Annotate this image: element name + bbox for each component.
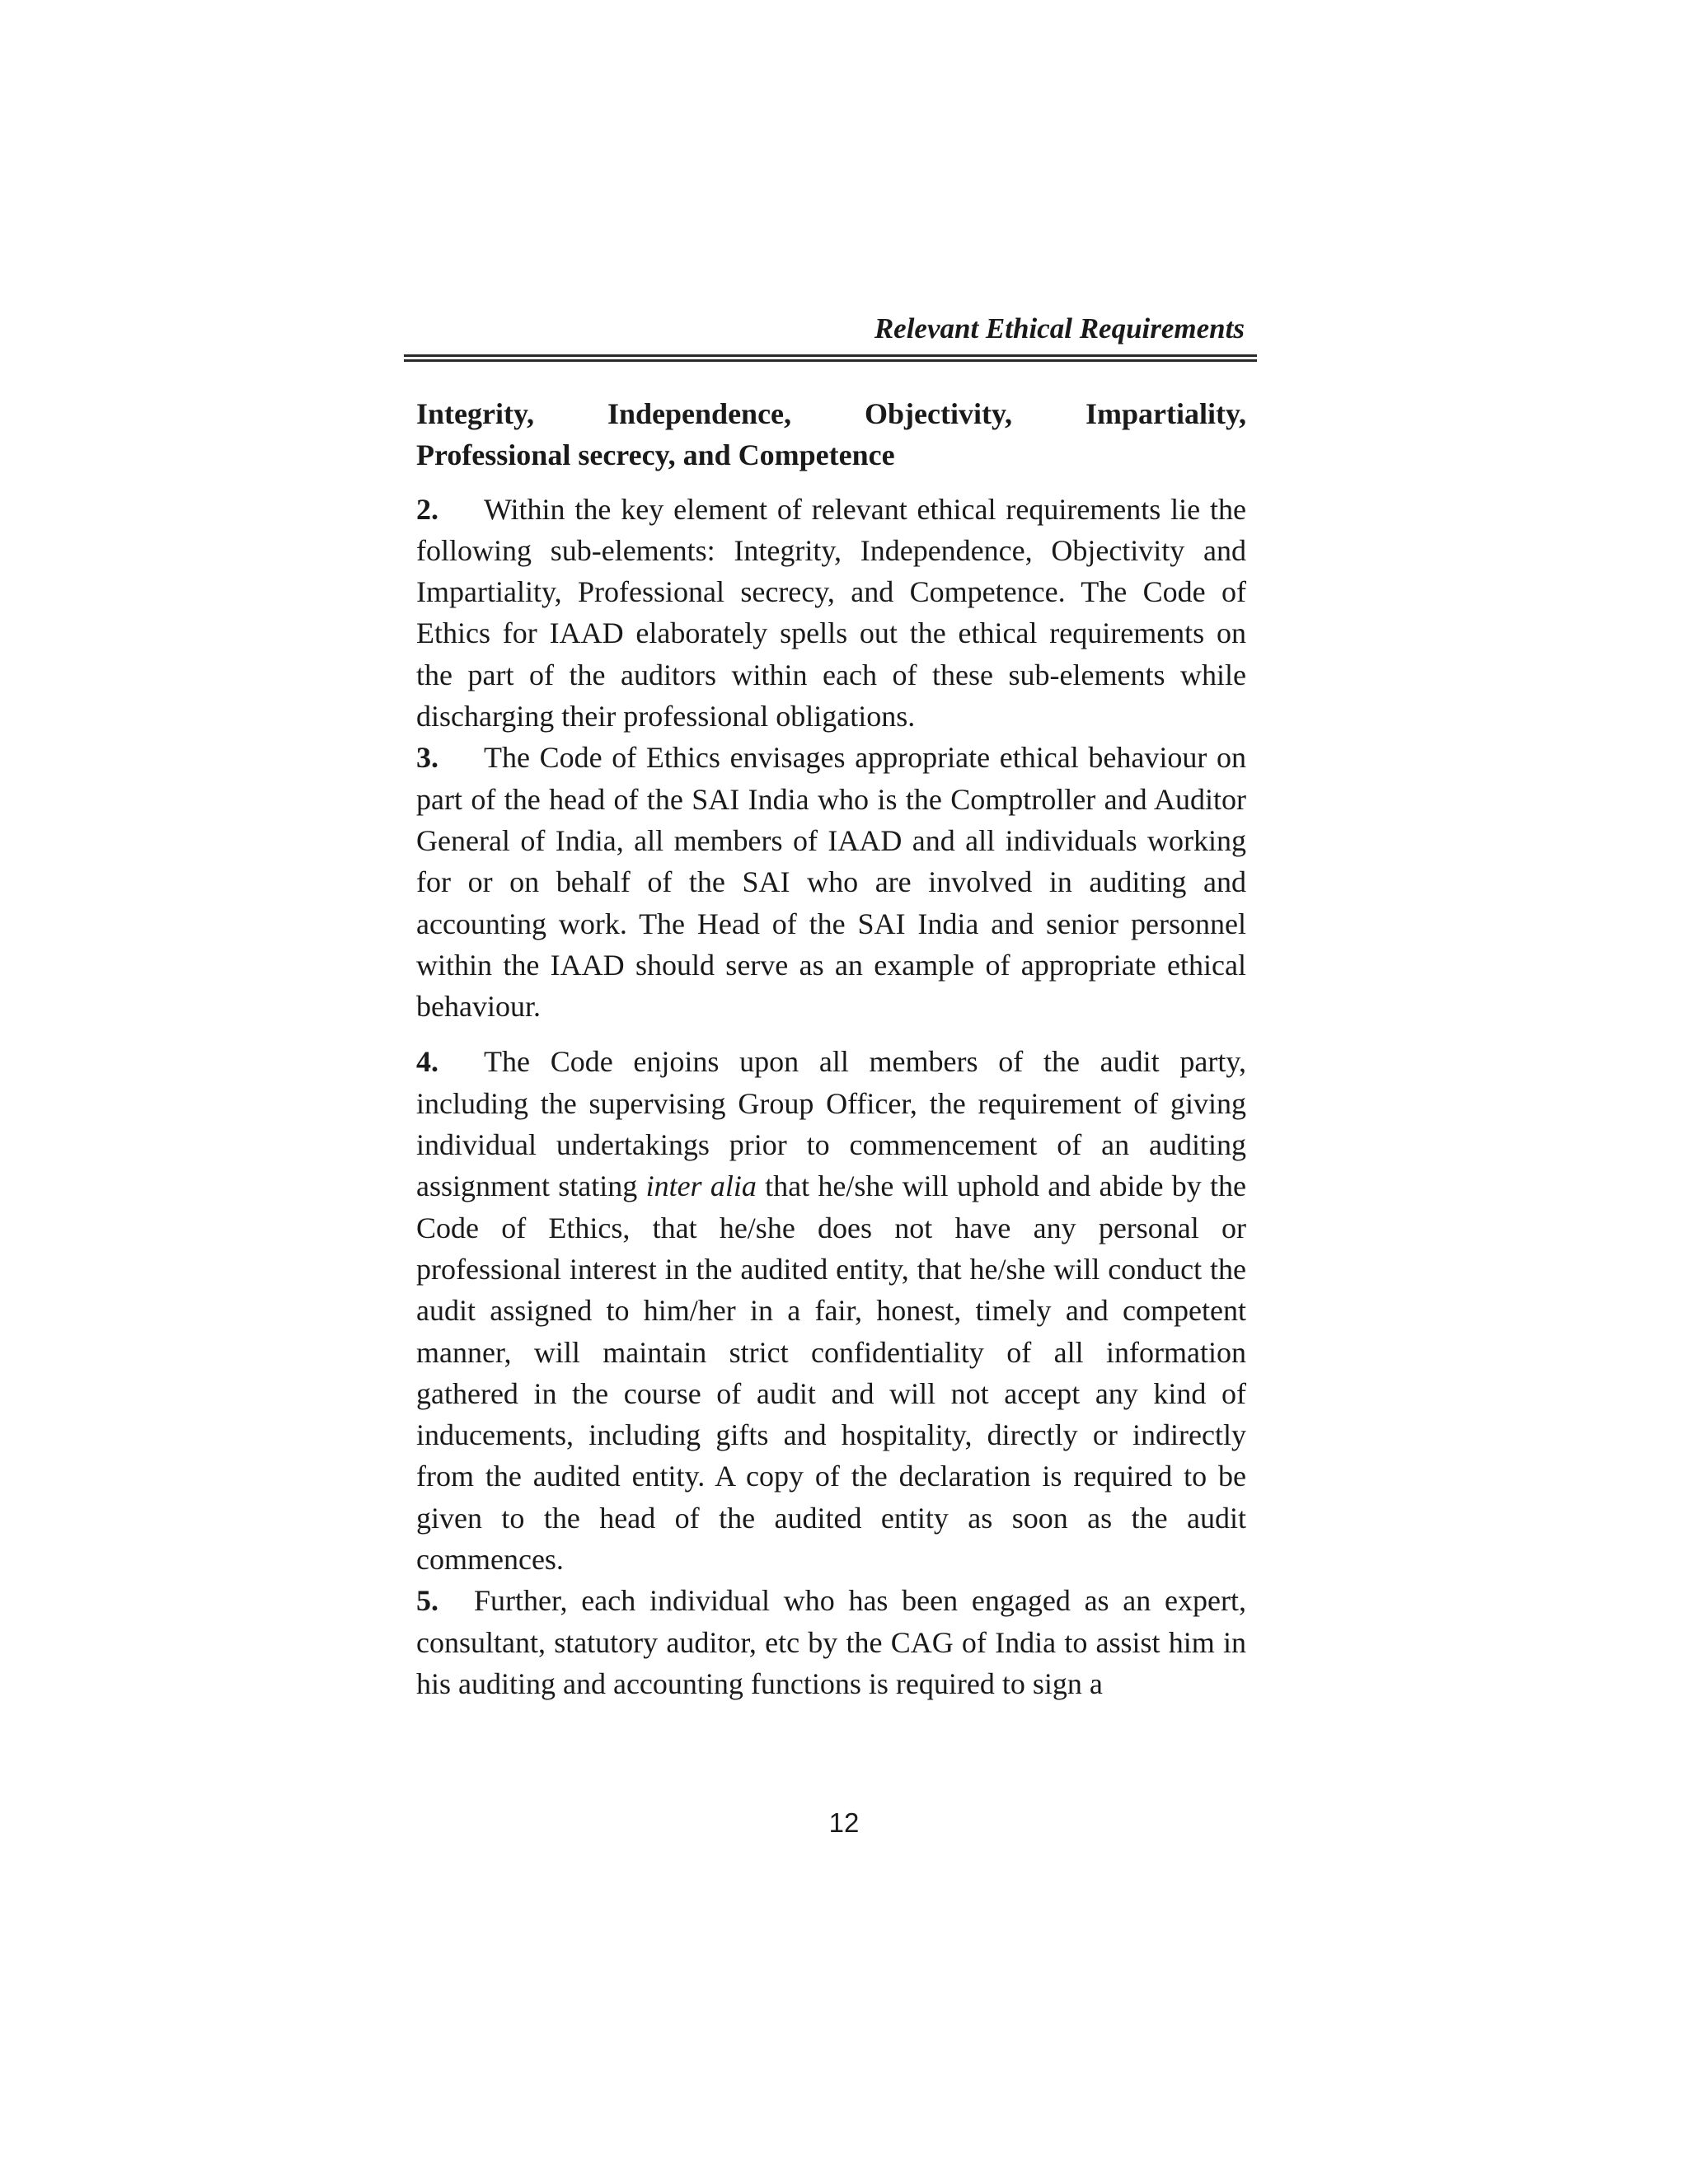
paragraph-text-before: The Code enjoins upon all members of the audit party, including the supervising Group Officer, the requirement of giving individual undertakings prior to commencement of an auditing assignment stating <box>416 1045 1246 1203</box>
running-head: Relevant Ethical Requirements <box>874 312 1245 344</box>
paragraph-number: 4. <box>416 1045 438 1079</box>
paragraph-2 <box>416 489 1246 738</box>
paragraph-text-italic: inter alia <box>645 1169 757 1203</box>
paragraph-number: 5. <box>416 1584 438 1618</box>
paragraph-3 <box>416 737 1246 1027</box>
header-rule-bottom <box>404 359 1257 362</box>
paragraph-text: Within the key element of relevant ethical requirements lie the following sub-elements: Integrity, Independence, Objectivity and Impartiality, Professional secrecy, and Competence. The Code of Ethics for IAAD elaborately spells out the ethical requirements on the part of the auditors within each of these sub-elements while discharging their professional obligations. <box>416 492 1246 733</box>
paragraph-number: 2. <box>416 492 438 526</box>
page-number: 12 <box>828 1807 860 1838</box>
paragraph-text: Further, each individual who has been engaged as an expert, consultant, statutory auditor, etc by the CAG of India to assist him in his auditing and accounting functions is required to sign a <box>416 1584 1246 1700</box>
header-double-rule <box>404 354 1257 363</box>
header-rule-top <box>404 354 1257 357</box>
section-heading-line-1: Integrity, Independence, Objectivity, Impartiality, <box>416 397 1246 430</box>
section-heading-line-2: Professional secrecy, and Competence <box>416 438 895 472</box>
body-text <box>416 393 1246 1704</box>
paragraph-text: The Code of Ethics envisages appropriate ethical behaviour on part of the head of the SAI India who is the Comptroller and Auditor General of India, all members of IAAD and all individuals working for or on behalf of the SAI who are involved in auditing and accounting work. The Head of the SAI India and senior personnel within the IAAD should serve as an example of appropriate ethical behaviour. <box>416 741 1246 1024</box>
section-heading <box>416 393 1246 476</box>
paragraph-number: 3. <box>416 741 438 775</box>
paragraph-4 <box>416 1041 1246 1580</box>
paragraph-5 <box>416 1580 1246 1704</box>
paragraph-text-after: that he/she will uphold and abide by the Code of Ethics, that he/she does not have any personal or professional interest in the audited entity, that he/she will conduct the audit assigned to him/her in a fair, honest, timely and competent manner, will maintain strict confidentiality of all information gathered in the course of audit and will not accept any kind of inducements, including gifts and hospitality, directly or indirectly from the audited entity. A copy of the declaration is required to be given to the head of the audited entity as soon as the audit commences. <box>416 1169 1247 1577</box>
